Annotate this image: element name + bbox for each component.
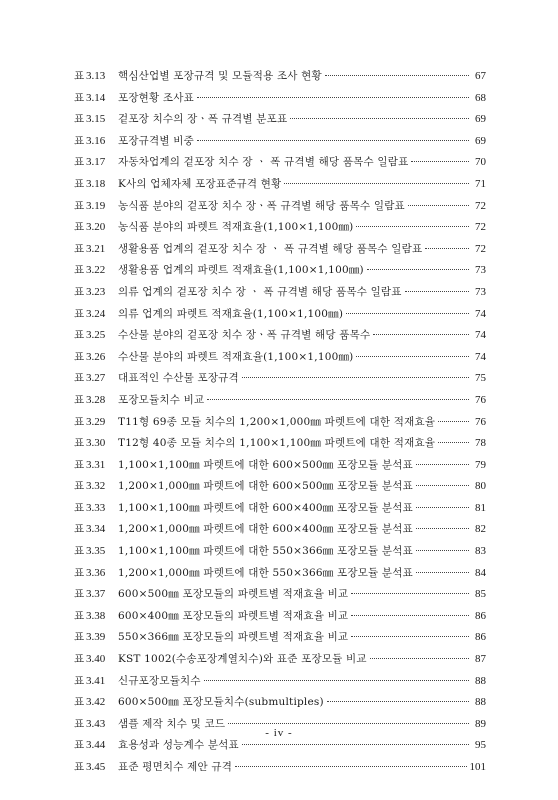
dot-leader xyxy=(235,766,466,767)
toc-entry-number: 3.19 xyxy=(86,199,106,212)
toc-entry-page: 72 xyxy=(475,199,486,212)
toc-entry-title: 의류 업계의 겉포장 치수 장 ㆍ 폭 규격별 해당 품목수 일람표 xyxy=(118,285,402,298)
toc-entry-number: 3.33 xyxy=(86,501,106,514)
dot-leader xyxy=(197,140,469,141)
dot-leader xyxy=(416,507,469,508)
dot-leader xyxy=(408,205,469,206)
dot-leader xyxy=(367,269,469,270)
toc-entry-page: 80 xyxy=(475,480,486,493)
toc-entry-number: 3.38 xyxy=(86,609,106,622)
toc-entry-title: 생활용품 업계의 겉포장 치수 장 ㆍ 폭 규격별 해당 품목수 일람표 xyxy=(118,242,423,255)
toc-entry-page: 70 xyxy=(475,156,486,169)
toc-entry-title: 수산물 분야의 파렛트 적재효율(1,100×1,100㎜) xyxy=(118,350,354,363)
toc-entry xyxy=(74,584,486,606)
page-number: - iv - xyxy=(265,727,293,739)
toc-entry-page: 85 xyxy=(475,588,486,601)
toc-entry-page: 74 xyxy=(475,350,486,363)
toc-entry-number: 3.26 xyxy=(86,350,106,363)
toc-entry-prefix: 표 xyxy=(74,566,85,579)
toc-entry xyxy=(74,174,486,196)
dot-leader xyxy=(242,377,469,378)
toc-entry-title: KST 1002(수송포장계열치수)와 표준 포장모듈 비교 xyxy=(118,653,367,666)
toc-entry xyxy=(74,217,486,239)
toc-entry-prefix: 표 xyxy=(74,91,85,104)
dot-leader xyxy=(351,615,469,616)
toc-entry-title: 1,100×1,100㎜ 파렛트에 대한 600×400㎜ 포장모듈 분석표 xyxy=(118,501,413,514)
toc-entry-number: 3.13 xyxy=(86,70,106,82)
toc-entry xyxy=(74,412,486,434)
toc-entry xyxy=(74,692,486,714)
toc-entry-title: 포장모듈치수 비교 xyxy=(118,393,205,406)
toc-entry-prefix: 표 xyxy=(74,113,85,126)
toc-entry xyxy=(74,498,486,520)
dot-leader xyxy=(284,183,469,184)
dot-leader xyxy=(346,313,469,314)
toc-entry-prefix: 표 xyxy=(74,437,85,450)
toc-entry-prefix: 표 xyxy=(74,285,85,298)
toc-entry-page: 76 xyxy=(475,415,486,428)
dot-leader xyxy=(373,334,469,335)
toc-entry-number: 3.44 xyxy=(86,739,106,752)
toc-entry-prefix: 표 xyxy=(74,350,85,363)
toc-entry-prefix: 표 xyxy=(74,545,85,558)
toc-entry-title: 겉포장 치수의 장ㆍ폭 규격별 분포표 xyxy=(118,113,288,126)
toc-entry-number: 3.15 xyxy=(86,113,106,126)
toc-entry-title: 수산물 분야의 겉포장 치수 장ㆍ폭 규격별 해당 품목수 xyxy=(118,329,371,342)
toc-entry xyxy=(74,347,486,369)
toc-entry-prefix: 표 xyxy=(74,653,85,666)
dot-leader xyxy=(416,572,469,573)
toc-entry-prefix: 표 xyxy=(74,156,85,169)
toc-entry-page: 71 xyxy=(475,177,486,190)
toc-entry-title: 600×500㎜ 포장모듈치수(submultiples) xyxy=(118,696,324,709)
toc-entry-number: 3.42 xyxy=(86,696,106,709)
toc-entry xyxy=(74,152,486,174)
toc-entry-title: 550×366㎜ 포장모듈의 파렛트별 적재효율 비교 xyxy=(118,631,349,644)
toc-entry xyxy=(74,541,486,563)
dot-leader xyxy=(356,226,469,227)
toc-entry-title: 농식품 분야의 겉포장 치수 장ㆍ폭 규격별 해당 품목수 일람표 xyxy=(118,199,405,212)
toc-entry-prefix: 표 xyxy=(74,199,85,212)
toc-entry-number: 3.41 xyxy=(86,674,106,687)
toc-entry-page: 78 xyxy=(475,437,486,450)
toc-entry-prefix: 표 xyxy=(74,761,85,773)
dot-leader xyxy=(325,75,469,76)
toc-entry-title: T12형 40종 모듈 치수의 1,100×1,100㎜ 파렛트에 대한 적재효율 xyxy=(118,437,436,450)
toc-entry xyxy=(74,88,486,110)
toc-entry xyxy=(74,563,486,585)
toc-entry-prefix: 표 xyxy=(74,717,85,730)
dot-leader xyxy=(438,421,469,422)
toc-entry-title: 핵심산업별 포장규격 및 모듈적용 조사 현황 xyxy=(118,70,322,82)
toc-entry-number: 3.20 xyxy=(86,221,106,234)
toc-entry-page: 84 xyxy=(475,566,486,579)
toc-entry-number: 3.32 xyxy=(86,480,106,493)
toc-entry-number: 3.28 xyxy=(86,393,106,406)
toc-entry-number: 3.37 xyxy=(86,588,106,601)
toc-entry-number: 3.17 xyxy=(86,156,106,169)
toc-entry-title: 자동차업계의 겉포장 치수 장 ㆍ 폭 규격별 해당 품목수 일람표 xyxy=(118,156,409,169)
toc-entry-prefix: 표 xyxy=(74,242,85,255)
toc-entry xyxy=(74,239,486,261)
toc-entry-page: 88 xyxy=(475,696,486,709)
toc-entry xyxy=(74,757,486,779)
toc-entry-number: 3.35 xyxy=(86,545,106,558)
toc-entry-number: 3.29 xyxy=(86,415,106,428)
toc-entry-page: 72 xyxy=(475,221,486,234)
toc-entry-title: 생활용품 업계의 파렛트 적재효율(1,100×1,100㎜) xyxy=(118,264,364,277)
toc-entry-page: 79 xyxy=(475,458,486,471)
toc-entry-page: 74 xyxy=(475,307,486,320)
toc-entry-prefix: 표 xyxy=(74,393,85,406)
toc-entry-page: 75 xyxy=(475,372,486,385)
dot-leader xyxy=(411,161,469,162)
toc-entry xyxy=(74,325,486,347)
toc-entry-number: 3.24 xyxy=(86,307,106,320)
toc-entry-prefix: 표 xyxy=(74,674,85,687)
toc-entry-title: 샘플 제작 치수 및 코드 xyxy=(118,717,226,730)
toc-entry-title: 신규포장모듈치수 xyxy=(118,674,201,687)
toc-entry xyxy=(74,627,486,649)
toc-entry-prefix: 표 xyxy=(74,264,85,277)
toc-entry-page: 76 xyxy=(475,393,486,406)
toc-entry-number: 3.27 xyxy=(86,372,106,385)
toc-entry-prefix: 표 xyxy=(74,458,85,471)
toc-entry-page: 69 xyxy=(475,134,486,147)
dot-leader xyxy=(416,550,469,551)
toc-entry-title: 1,200×1,000㎜ 파렛트에 대한 600×500㎜ 포장모듈 분석표 xyxy=(118,480,413,493)
dot-leader xyxy=(228,723,469,724)
toc-entry xyxy=(74,260,486,282)
dot-leader xyxy=(405,291,469,292)
toc-entry-prefix: 표 xyxy=(74,480,85,493)
toc-entry-prefix: 표 xyxy=(74,415,85,428)
toc-entry-number: 3.21 xyxy=(86,242,106,255)
dot-leader xyxy=(438,442,469,443)
toc-entry xyxy=(74,66,486,88)
toc-entry xyxy=(74,109,486,131)
toc-entry-page: 89 xyxy=(475,717,486,730)
toc-entry-number: 3.40 xyxy=(86,653,106,666)
toc-entry-page: 81 xyxy=(475,501,486,514)
toc-entry-title: K사의 업체자체 포장표준규격 현황 xyxy=(118,177,282,190)
toc-entry xyxy=(74,519,486,541)
toc-entry-title: 1,100×1,100㎜ 파렛트에 대한 600×500㎜ 포장모듈 분석표 xyxy=(118,458,413,471)
toc-entry-page: 67 xyxy=(475,70,486,82)
toc-entry-title: 의류 업계의 파렛트 적재효율(1,100×1,100㎜) xyxy=(118,307,344,320)
toc-entry-page: 69 xyxy=(475,113,486,126)
toc-entry-page: 101 xyxy=(469,761,486,773)
dot-leader xyxy=(242,744,469,745)
dot-leader xyxy=(416,485,469,486)
toc-entry-page: 88 xyxy=(475,674,486,687)
toc-entry-prefix: 표 xyxy=(74,523,85,536)
toc-entry xyxy=(74,433,486,455)
toc-entry xyxy=(74,390,486,412)
toc-entry-page: 86 xyxy=(475,609,486,622)
toc-entry-number: 3.39 xyxy=(86,631,106,644)
toc-entry-number: 3.18 xyxy=(86,177,106,190)
toc-entry-number: 3.34 xyxy=(86,523,106,536)
toc-entry-title: 600×400㎜ 포장모듈의 파렛트별 적재효율 비교 xyxy=(118,609,349,622)
dot-leader xyxy=(356,356,469,357)
toc-entry-page: 68 xyxy=(475,91,486,104)
dot-leader xyxy=(351,636,469,637)
toc-entry-title: 농식품 분야의 파렛트 적재효율(1,100×1,100㎜) xyxy=(118,221,354,234)
toc-entry xyxy=(74,196,486,218)
toc-entry xyxy=(74,476,486,498)
toc-entry-number: 3.36 xyxy=(86,566,106,579)
toc-entry-title: 1,200×1,000㎜ 파렛트에 대한 550×366㎜ 포장모듈 분석표 xyxy=(118,566,413,579)
toc-entry-title: 효용성과 성능계수 분석표 xyxy=(118,739,239,752)
toc-entry-number: 3.22 xyxy=(86,264,106,277)
toc-entry-prefix: 표 xyxy=(74,588,85,601)
toc-entry-prefix: 표 xyxy=(74,739,85,752)
toc-entry-title: 대표적인 수산물 포장규격 xyxy=(118,372,239,385)
toc-entry-prefix: 표 xyxy=(74,609,85,622)
toc-entry-number: 3.31 xyxy=(86,458,106,471)
dot-leader xyxy=(327,701,469,702)
toc-entry xyxy=(74,368,486,390)
toc-entry-number: 3.14 xyxy=(86,91,106,104)
toc-entry-title: 600×500㎜ 포장모듈의 파렛트별 적재효율 비교 xyxy=(118,588,349,601)
toc-entry-prefix: 표 xyxy=(74,631,85,644)
toc-entry-title: 표준 평면치수 제안 규격 xyxy=(118,761,233,773)
toc-entry xyxy=(74,649,486,671)
toc-entry-prefix: 표 xyxy=(74,70,85,82)
toc-entry-number: 3.23 xyxy=(86,285,106,298)
toc-entry-title: T11형 69종 모듈 치수의 1,200×1,000㎜ 파렛트에 대한 적재효율 xyxy=(118,415,436,428)
toc-entry-prefix: 표 xyxy=(74,221,85,234)
toc-entry-page: 73 xyxy=(475,285,486,298)
toc-entry xyxy=(74,282,486,304)
toc-entry-prefix: 표 xyxy=(74,696,85,709)
toc-entry-number: 3.30 xyxy=(86,437,106,450)
toc-entry xyxy=(74,455,486,477)
toc-entry-number: 3.43 xyxy=(86,717,106,730)
toc-entry-page: 73 xyxy=(475,264,486,277)
toc-entry-prefix: 표 xyxy=(74,329,85,342)
toc-entry-page: 82 xyxy=(475,523,486,536)
dot-leader xyxy=(204,680,469,681)
toc-entry-title: 1,200×1,000㎜ 파렛트에 대한 600×400㎜ 포장모듈 분석표 xyxy=(118,523,413,536)
toc-entry xyxy=(74,671,486,693)
dot-leader xyxy=(416,528,469,529)
toc-entry xyxy=(74,304,486,326)
dot-leader xyxy=(351,593,469,594)
dot-leader xyxy=(370,658,469,659)
dot-leader xyxy=(197,97,469,98)
toc-entry-page: 86 xyxy=(475,631,486,644)
toc-entry-page: 83 xyxy=(475,545,486,558)
toc-entry-number: 3.45 xyxy=(86,761,106,773)
dot-leader xyxy=(416,464,469,465)
dot-leader xyxy=(207,399,469,400)
dot-leader xyxy=(425,248,469,249)
toc-entry-title: 포장규격별 비중 xyxy=(118,134,194,147)
dot-leader xyxy=(290,118,469,119)
toc-entry-number: 3.16 xyxy=(86,134,106,147)
toc-entry-title: 1,100×1,100㎜ 파렛트에 대한 550×366㎜ 포장모듈 분석표 xyxy=(118,545,413,558)
table-of-contents-list xyxy=(74,66,486,779)
toc-entry-prefix: 표 xyxy=(74,501,85,514)
toc-entry-number: 3.25 xyxy=(86,329,106,342)
toc-entry-page: 95 xyxy=(475,739,486,752)
toc-entry-prefix: 표 xyxy=(74,177,85,190)
toc-entry-prefix: 표 xyxy=(74,307,85,320)
toc-entry-page: 87 xyxy=(475,653,486,666)
toc-entry-page: 74 xyxy=(475,329,486,342)
toc-entry-prefix: 표 xyxy=(74,134,85,147)
toc-entry-title: 포장현황 조사표 xyxy=(118,91,194,104)
toc-entry-prefix: 표 xyxy=(74,372,85,385)
toc-entry xyxy=(74,131,486,153)
toc-entry-page: 72 xyxy=(475,242,486,255)
toc-entry xyxy=(74,606,486,628)
